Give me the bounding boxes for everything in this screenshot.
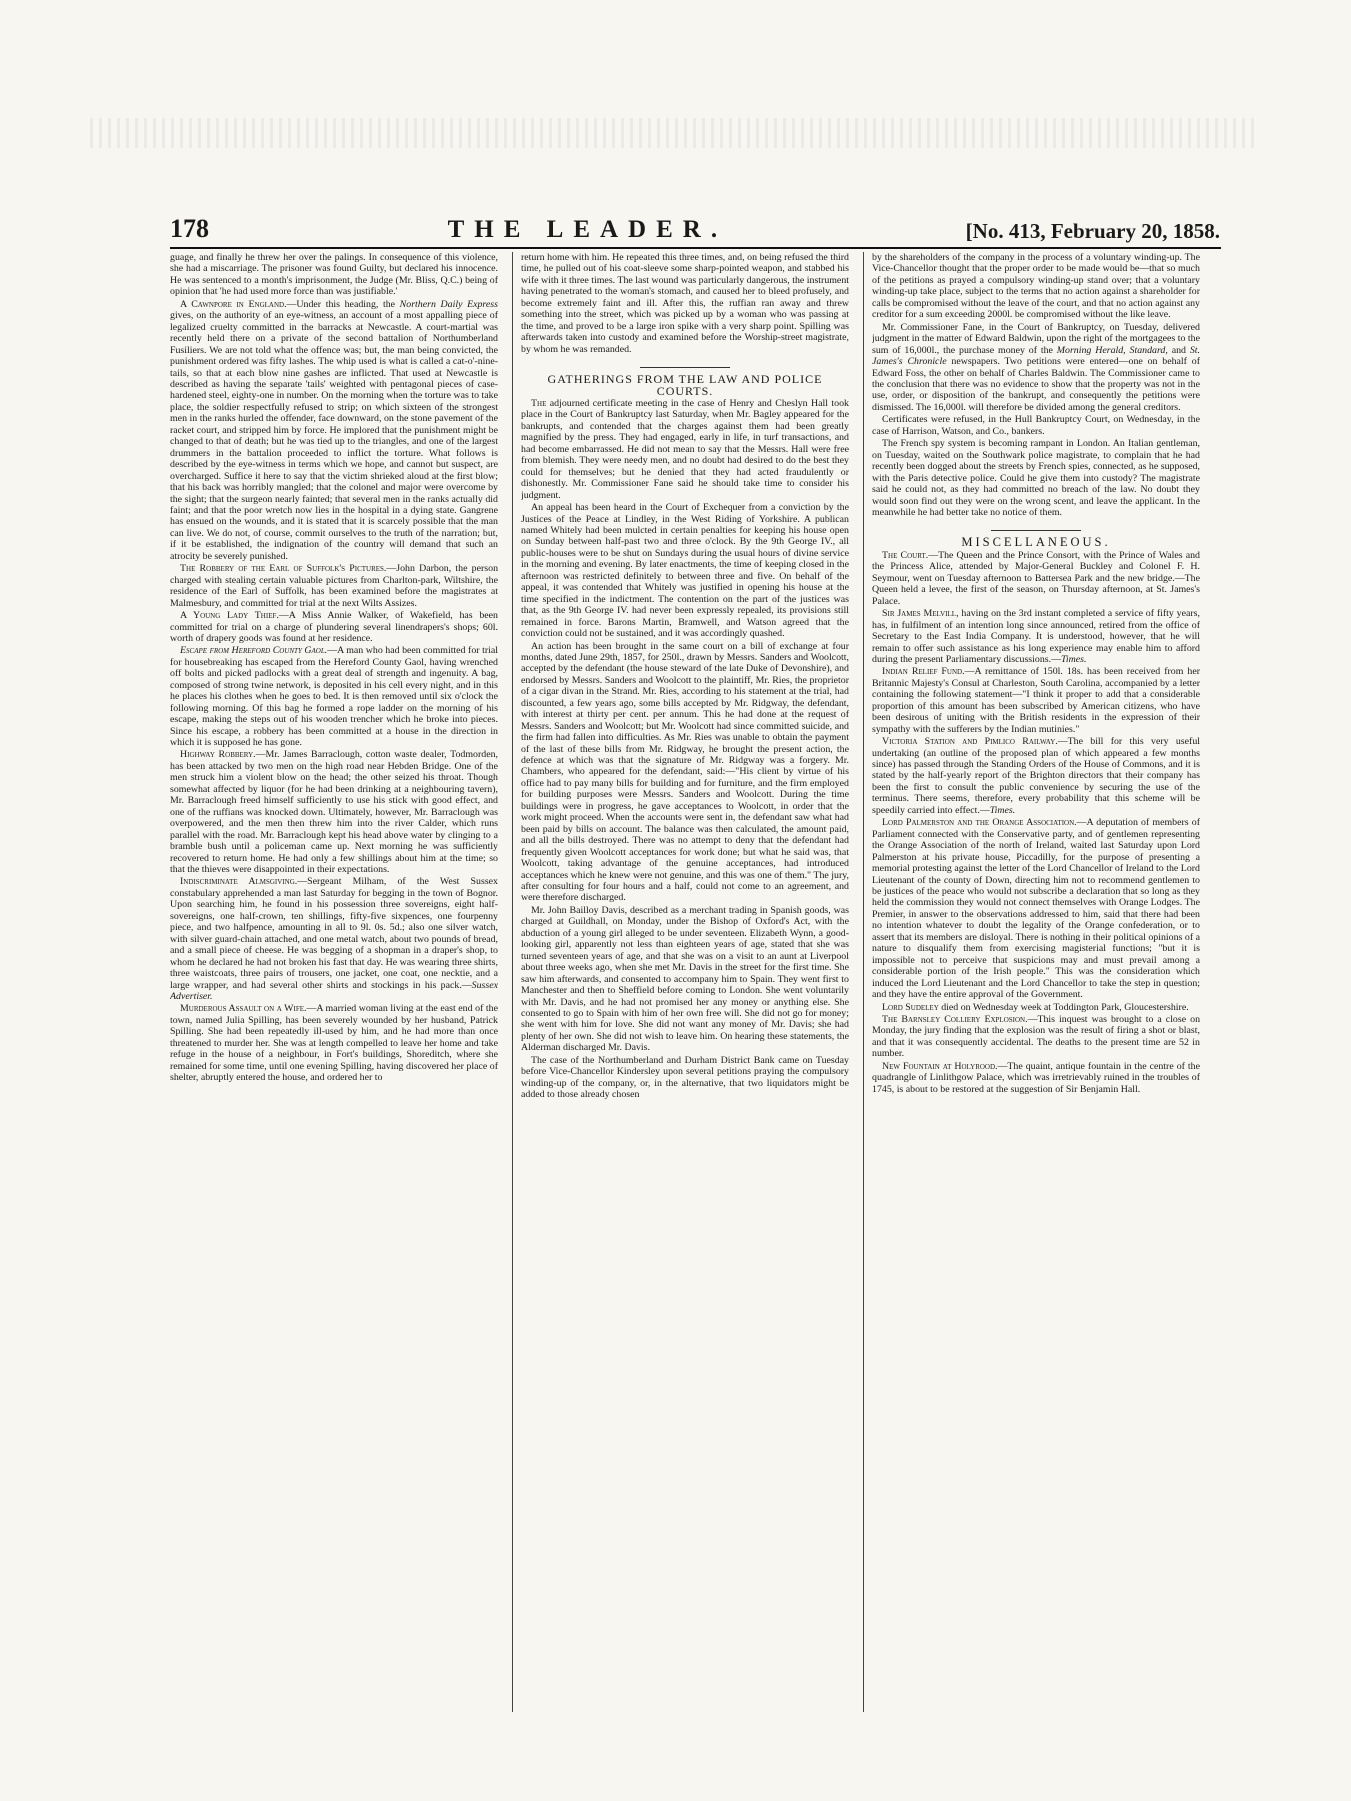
item-text: , and — [1165, 344, 1190, 356]
article-paragraph — [872, 666, 1200, 735]
article-paragraph — [872, 550, 1200, 607]
article-paragraph — [170, 749, 498, 875]
column-divider — [863, 252, 864, 1712]
article-paragraph — [872, 1061, 1200, 1095]
article-paragraph: Certificates were refused, in the Hull Bankruptcy Court, on Wednesday, in the case of Harrison, Watson, and Co., bankers. — [872, 414, 1200, 437]
item-text: —A deputation of members of Parliament connected with the Conservative party, and of gentlemen representing the Orange Association of the north of Ireland, waited last Saturday upon Lord Palmerston at his private house, Piccadilly, for the purpose of presenting a memorial protesting against the letter of the Lord Chancellor of Ireland to the Lord Lieutenant of the county of Down, directing him not to recommend gentlemen to be justices of the peace who would not subscribe a declaration that so long as they held the commission they would not connect themselves with Orange Lodges. The Premier, in answer to the observations addressed to him, said that there had been no intention whatever to doubt the legality of the Orange confederation, or to assert that its members are disloyal. There is nothing in their political opinions of a nature to disqualify them from exercising magisterial functions; "but it is impossible not to perceive that suspicions may and must prevail among a considerable portion of the Irish people." This was the consideration which induced the Lord Lieutenant and the Lord Chancellor to take the step in question; and they have the entire approval of the Government. — [872, 817, 1200, 1001]
item-title: The Barnsley Colliery Explosion. — [882, 1014, 1028, 1025]
article-paragraph — [872, 736, 1200, 816]
item-title: Highway Robbery. — [180, 749, 256, 761]
item-text: gives, on the authority of an eye-witness, an account of a most appalling piece of legalized cruelty committed in the barracks at Newcastle. A court-martial was recently held there on a private of the second battalion of Northumberland Fusiliers. We are not told what the offence was; but, the man being convicted, the punishment ordered was fifty lashes. The whip used is what is called a cat-o'-nine-tails, so that at each blow nine gashes are inflicted. That used at Newcastle is described as having the separate 'tails' weighted with pentagonal pieces of case-hardened steel, eighty-one in number. On the morning when the torture was to take place, the soldier respectfully refused to strip; on which sixteen of the strongest men in the ranks hurled the offender, face downward, on the stone pavement of the racket court, and stripped him by force. He implored that the punishment might be changed to that of death; but he was tied up to the triangles, and one of the largest drummers in the battalion proceeded to inflict the torture. What follows is described by the eye-witness in terms which we hope, and cannot but suspect, are overcharged. Suffice it here to say that the victim shrieked aloud at the first blow; that his back was horribly mangled; that the colonel and major were overcome by the sight; that the surgeon nearly fainted; that several men in the ranks actually did faint; and that the poor wretch now lies in the hospital in a dying state. Gangrene has ensued on the wounds, and it is stated that it is scarcely possible that the man can live. We do not, of course, commit ourselves to the truth of the narration; but, if it be established, the indignation of the country will demand that such an atrocity be severely punished. — [170, 310, 498, 562]
issue-info: [No. 413, February 20, 1858. — [965, 219, 1220, 243]
page-number: 178 — [170, 214, 209, 243]
column-1 — [170, 252, 498, 1724]
item-title: Lord Palmerston and the Orange Association. — [882, 817, 1077, 829]
item-text: —The Queen and the Prince Consort, with the Prince of Wales and the Princess Alice, attended by Major-General Buckley and Colonel F. H. Seymour, went on Tuesday afternoon to Battersea Park and the new bridge.—The Queen held a levee, the first of the season, on Thursday afternoon, at St. James's Palace. — [872, 549, 1200, 607]
article-paragraph: return home with him. He repeated this three times, and, on being refused the third time, he pulled out of his coat-sleeve some sharp-pointed weapon, and stabbed his wife with it three times. The last wound was particularly dangerous, the instrument having penetrated to the woman's stomach, and caused her to bleed profusely, and become extremely faint and ill. After this, the ruffian ran away and threw something into the street, which was picked up by a woman who was passing at the time, and proved to be a large iron spike with a very sharp point. Spilling was afterwards taken into custody and examined before the Worship-street magistrate, by whom he was remanded. — [521, 252, 849, 355]
item-title: Lord Sudeley — [882, 1001, 939, 1013]
article-paragraph — [170, 1003, 498, 1083]
item-title: New Fountain at Holyrood. — [882, 1060, 998, 1072]
source-credit: Times. — [1060, 653, 1087, 665]
article-paragraph: Mr. John Bailloy Davis, described as a merchant trading in Spanish goods, was charged at Guildhall, on Monday, under the Bishop of Oxford's Act, with the abduction of a young girl alleged to be under seventeen. Elizabeth Wynn, a good-looking girl, apparently not less than eighteen years of age, stated that she was turned seventeen years of age, and that she was on a visit to an aunt at Liverpool about three weeks ago, when she met Mr. Davis in the street for the first time. She saw him afterwards, and consented to accompany him to Spain. They went first to Manchester and then to Sheffield before coming to London. She went voluntarily with Mr. Davis, and he had not promised her any money or anything else. She consented to go to Spain with him of her own free will. She did not go for money; she went with him for love. She did not want any money of Mr. Davis; she had plenty of her own. She did not wish to leave him. On hearing these statements, the Alderman discharged Mr. Davis. — [521, 904, 849, 1054]
item-title: The Court. — [882, 549, 929, 561]
article-paragraph — [170, 645, 498, 748]
item-text: —The bill for this very useful undertaking (an outline of the proposed plan of which appeared a few months since) has passed through the Standing Orders of the House of Commons, and it is stated by the half-yearly report of the Brighton directors that their company has been the first to consult the public convenience by securing the use of the terminus. There seems, therefore, every probability that this scheme will be speedily carried into effect.— — [872, 736, 1200, 816]
article-paragraph — [170, 610, 498, 644]
item-text: —Mr. James Barraclough, cotton waste dealer, Todmorden, has been attacked by two men on the high road near Hebden Bridge. One of the men struck him a violent blow on the head; the other seized his throat. Though somewhat affected by liquor (for he had been drinking at a neighbouring tavern), Mr. Barraclough freed himself sufficiently to use his stick with good effect, and one of the ruffians was knocked down. Ultimately, however, Mr. Barraclough was overpowered, and the men then threw him into the river Calder, which runs parallel with the road. Mr. Barraclough kept his head above water by clinging to a bramble bush until a policeman came up. Next morning he was sufficiently recovered to return home. He had only a few shillings about him at the time; so that the thieves were disappointed in their expectations. — [170, 749, 498, 876]
item-text: Mr. Commissioner Fane, in the Court of Bankruptcy, on Tuesday, delivered judgment in the matter of Edward Baldwin, upon the right of the mortgagees to the sum of 16,000l., the purchase money of the — [872, 321, 1200, 356]
article-paragraph — [872, 1014, 1200, 1060]
section-heading: MISCELLANEOUS. — [961, 535, 1111, 550]
article-paragraph: An action has been brought in the same court on a bill of exchange at four months, dated June 29th, 1857, for 250l., drawn by Messrs. Sanders and Woolcott, accepted by the defendant (the house steward of the late Duke of Devonshire), and endorsed by Messrs. Sanders and Woolcott to the plaintiff, Mr. Ries, the proprietor of a cigar divan in the Strand. Mr. Ries, according to his statement at the trial, had discounted, a few years ago, some bills accepted by Mr. Ridgway, the defendant, with interest at thirty per cent. per annum. This he had done at the request of Messrs. Sanders and Woolcott; but Mr. Woolcott had since committed suicide, and the firm had fallen into difficulties. As Mr. Ries was unable to obtain the payment of the last of these bills from Mr. Ridgway, he brought the present action, the defence at which was that the signature of Mr. Ridgway was a forgery. Mr. Chambers, who appeared for the defendant, said:—"His client by virtue of his office had to pay many bills for building and for furniture, and the firm employed for building purposes were Messrs. Sanders and Woolcott. During the time buildings were in progress, he gave acceptances to Woolcott, in order that the work might proceed. When the accounts were sent in, the defendant saw what had been paid by bills on account. The balance was then calculated, the amount paid, and all the bills destroyed. There was no attempt to deny that the defendant had frequently given Woolcott acceptances for work done; but what he said was, that Woolcott, taking advantage of the genuine acceptances, had introduced acceptances which he knew were not genuine, and this was one of them." The jury, after consulting for four hours and a half, could not come to an agreement, and were therefore discharged. — [521, 640, 849, 904]
masthead: THE LEADER. — [447, 216, 728, 243]
newspaper-name: St. James's Chronicle — [872, 344, 1200, 368]
item-text: —Sergeant Milham, of the West Sussex constabulary apprehended a man last Saturday for begging in the town of Bognor. Upon searching him, he found in his possession three sovereigns, eight half-sovereigns, one half-crown, ten shillings, fifty-five sixpences, one fourpenny piece, and two halfpence, amounting in all to 9l. 0s. 5d.; also one silver watch, with silver guard-chain attached, and one metal watch, about two pounds of bread, and a small piece of cheese. He was begging of a shopman in a draper's shop, to whom he declared he had not broken his fast that day. He was wearing three shirts, three waistcoats, three pairs of trousers, one jacket, one coat, one necktie, and a large wrapper, and had several other shirts and stockings in his pack.— — [170, 876, 498, 991]
item-title: The Robbery of the Earl of Suffolk's Pictures. — [180, 563, 387, 575]
article-paragraph — [872, 817, 1200, 1000]
article-paragraph — [170, 299, 498, 562]
item-text: —A remittance of 150l. 18s. has been received from her Britannic Majesty's Consul at Charleston, South Carolina, accompanied by a letter containing the following statement—"I think it proper to add that a considerable proportion of this amount has been subscribed by American citizens, who have been desirous of uniting with the British residents in the expression of their sympathy with the sufferers by the Indian mutinies." — [872, 666, 1200, 735]
item-title: A Young Lady Thief. — [180, 610, 279, 622]
article-paragraph — [872, 608, 1200, 665]
item-text: —The quaint, antique fountain in the centre of the quadrangle of Linlithgow Palace, which was irretrievably ruined in the troubles of 1745, is about to be restored at the suggestion of Sir Benjamin Hall. — [872, 1060, 1200, 1095]
article-paragraph: The case of the Northumberland and Durham District Bank came on Tuesday before Vice-Chancellor Kindersley upon several petitions praying the compulsory winding-up of the company, or, in the alternative, that two liquidators might be added to those already chosen — [521, 1054, 849, 1101]
column-2 — [521, 252, 849, 1724]
item-text: newspapers. Two petitions were entered—one on behalf of Edward Foss, the other on behalf of Charles Baldwin. The Commissioner came to the conclusion that there was no evidence to show that the property was not in the use, order, or disposition of the bankrupt, and consequently the petitions were dismissed. The 16,000l. will therefore be divided among the general creditors. — [872, 356, 1200, 413]
article-paragraph — [170, 876, 498, 1002]
section-heading: GATHERINGS FROM THE LAW AND POLICE COURTS. — [547, 372, 823, 398]
section-rule — [991, 530, 1081, 531]
item-text: —John Darbon, the person charged with stealing certain valuable pictures from Charlton-park, Wiltshire, the residence of the Earl of Suffolk, has been examined before the magistrates at Malmesbury, and committed for trial at the next Wilts Assizes. — [170, 563, 498, 609]
header-rule — [170, 247, 1221, 249]
item-text: having on the 3rd instant completed a service of fifty years, has, in fulfilment of an intention long since announced, retired from the office of Secretary to the East India Company. It is understood, however, that he will remain to offer such assistance as his long experience may enable him to afford during the present Parliamentary discussions.— — [872, 608, 1200, 665]
item-text: died on Wednesday week at Toddington Park, Gloucestershire. — [938, 1001, 1189, 1013]
scan-smudge — [90, 118, 1260, 148]
item-text: adjourned certificate meeting in the case of Henry and Cheslyn Hall took place in the Court of Bankruptcy last Saturday, when Mr. Bagley appeared for the bankrupts, and contended that the charges against them had been greatly magnified by the press. They had engaged, early in life, in turf transactions, and had become embarrassed. He did not mean to say that the Messrs. Hall were free from blemish. They were needy men, and no doubt had desired to do the best they could for themselves; but he denied that they had acted fraudulently or dishonestly. Mr. Commissioner Fane said he should take time to consider his judgment. — [521, 397, 849, 501]
newspaper-name: Northern Daily Express — [399, 298, 498, 310]
article-paragraph — [872, 1002, 1200, 1013]
article-paragraph: An appeal has been heard in the Court of Exchequer from a conviction by the Justices of the Peace at Lindley, in the West Riding of Yorkshire. A publican named Whitely had been mulcted in certain penalties for keeping his house open on Sunday between half-past two and three o'clock. By the 9th George IV., all public-houses were to be shut on Sundays during the usual hours of divine service in the morning and evening. By later enactments, the time of keeping closed in the afternoon was restricted definitely to between three and five. On behalf of the appeal, it was contended that Whitely was justified in opening his house at the time specified in the indictment. The contention on the part of the justices was that, as the 9th George IV. had never been expressly repealed, its provisions still remained in force. Barons Martin, Bramwell, and Watson agreed that the conviction could not be sustained, and it was accordingly quashed. — [521, 502, 849, 640]
item-title: Indian Relief Fund. — [882, 666, 965, 678]
column-divider — [512, 252, 513, 1712]
item-text: —Under this heading, the — [286, 298, 400, 310]
page-header — [170, 208, 1220, 244]
article-paragraph — [170, 563, 498, 609]
newspaper-name: Morning Herald, Standard — [1056, 344, 1166, 356]
article-paragraph: by the shareholders of the company in the process of a voluntary winding-up. The Vice-Chancellor thought that the proper order to be made would be—that so much of the petitions as prayed a compulsory winding-up stand over; that a voluntary winding-up take place, subject to the terms that no action against a shareholder for calls be compromised without the leave of the court, and that no action against any creditor for a sum exceeding 2000l. be compromised without the like leave. — [872, 252, 1200, 321]
item-text: —A married woman living at the east end of the town, named Julia Spilling, has been severely wounded by her husband, Patrick Spilling. She had been repeatedly ill-used by him, and he had more than once threatened to murder her. She was at length compelled to leave her home and take refuge in the house of a neighbour, in Fort's buildings, Shoreditch, where she remained for some time, until one evening Spilling, having discovered her place of shelter, abruptly entered the house, and ordered her to — [170, 1003, 498, 1084]
item-title: Sir James Melvill, — [882, 608, 959, 620]
article-paragraph — [872, 322, 1200, 414]
item-text: —A Miss Annie Walker, of Wakefield, has been committed for trial on a charge of plundering several linendrapers's shops; 60l. worth of drapery goods was found at her residence. — [170, 610, 498, 644]
article-paragraph: guage, and finally he threw her over the palings. In consequence of this violence, she had a miscarriage. The prisoner was found Guilty, but declared his innocence. He was sentenced to a month's imprisonment, the Judge (Mr. Bliss, Q.C.) being of opinion that 'he had used more force than was justifiable.' — [170, 252, 498, 298]
source-credit: Times. — [989, 804, 1016, 816]
item-text: —A man who had been committed for trial for housebreaking has escaped from the Hereford County Gaol, having wrenched off bolts and picked padlocks with a great deal of strength and ingenuity. A bag, composed of strong twine network, is deposited in his cell every night, and in this he places his clothes when he goes to bed. It is then removed until six o'clock the following morning. Of this bag he formed a rope ladder on the morning of his escape, making the steps out of his wooden trencher which he broke into pieces. Since his escape, a robbery has been committed at a house in the direction in which it is supposed he has gone. — [170, 645, 498, 749]
item-title: A Cawnpore in England. — [180, 298, 287, 310]
source-credit: Sussex Advertiser. — [170, 979, 498, 1002]
item-title: Victoria Station and Pimlico Railway. — [882, 736, 1058, 748]
item-title: Escape from Hereford County Gaol. — [180, 645, 328, 657]
item-title: Murderous Assault on a Wife. — [180, 1003, 307, 1015]
lead-word: The — [531, 397, 547, 409]
item-title: Indiscriminate Almsgiving. — [180, 876, 298, 888]
item-text: —This inquest was brought to a close on Monday, the jury finding that the explosion was the result of firing a shot or blast, and that it was consequently accidental. The deaths to the present time are 52 in number. — [872, 1014, 1200, 1060]
article-paragraph: The French spy system is becoming rampant in London. An Italian gentleman, on Tuesday, waited on the Southwark police magistrate, to complain that he had recently been dogged about the streets by French spies, connected, as he supposed, with the Paris detective police. Could he give them into custody? The magistrate said he could not, as they had committed no breach of the law. No doubt they would soon find out they were on the wrong scent, and leave the applicant. In the meanwhile he had better take no notice of them. — [872, 438, 1200, 518]
column-3 — [872, 252, 1200, 1724]
section-rule — [640, 367, 730, 368]
article-paragraph — [521, 398, 849, 501]
